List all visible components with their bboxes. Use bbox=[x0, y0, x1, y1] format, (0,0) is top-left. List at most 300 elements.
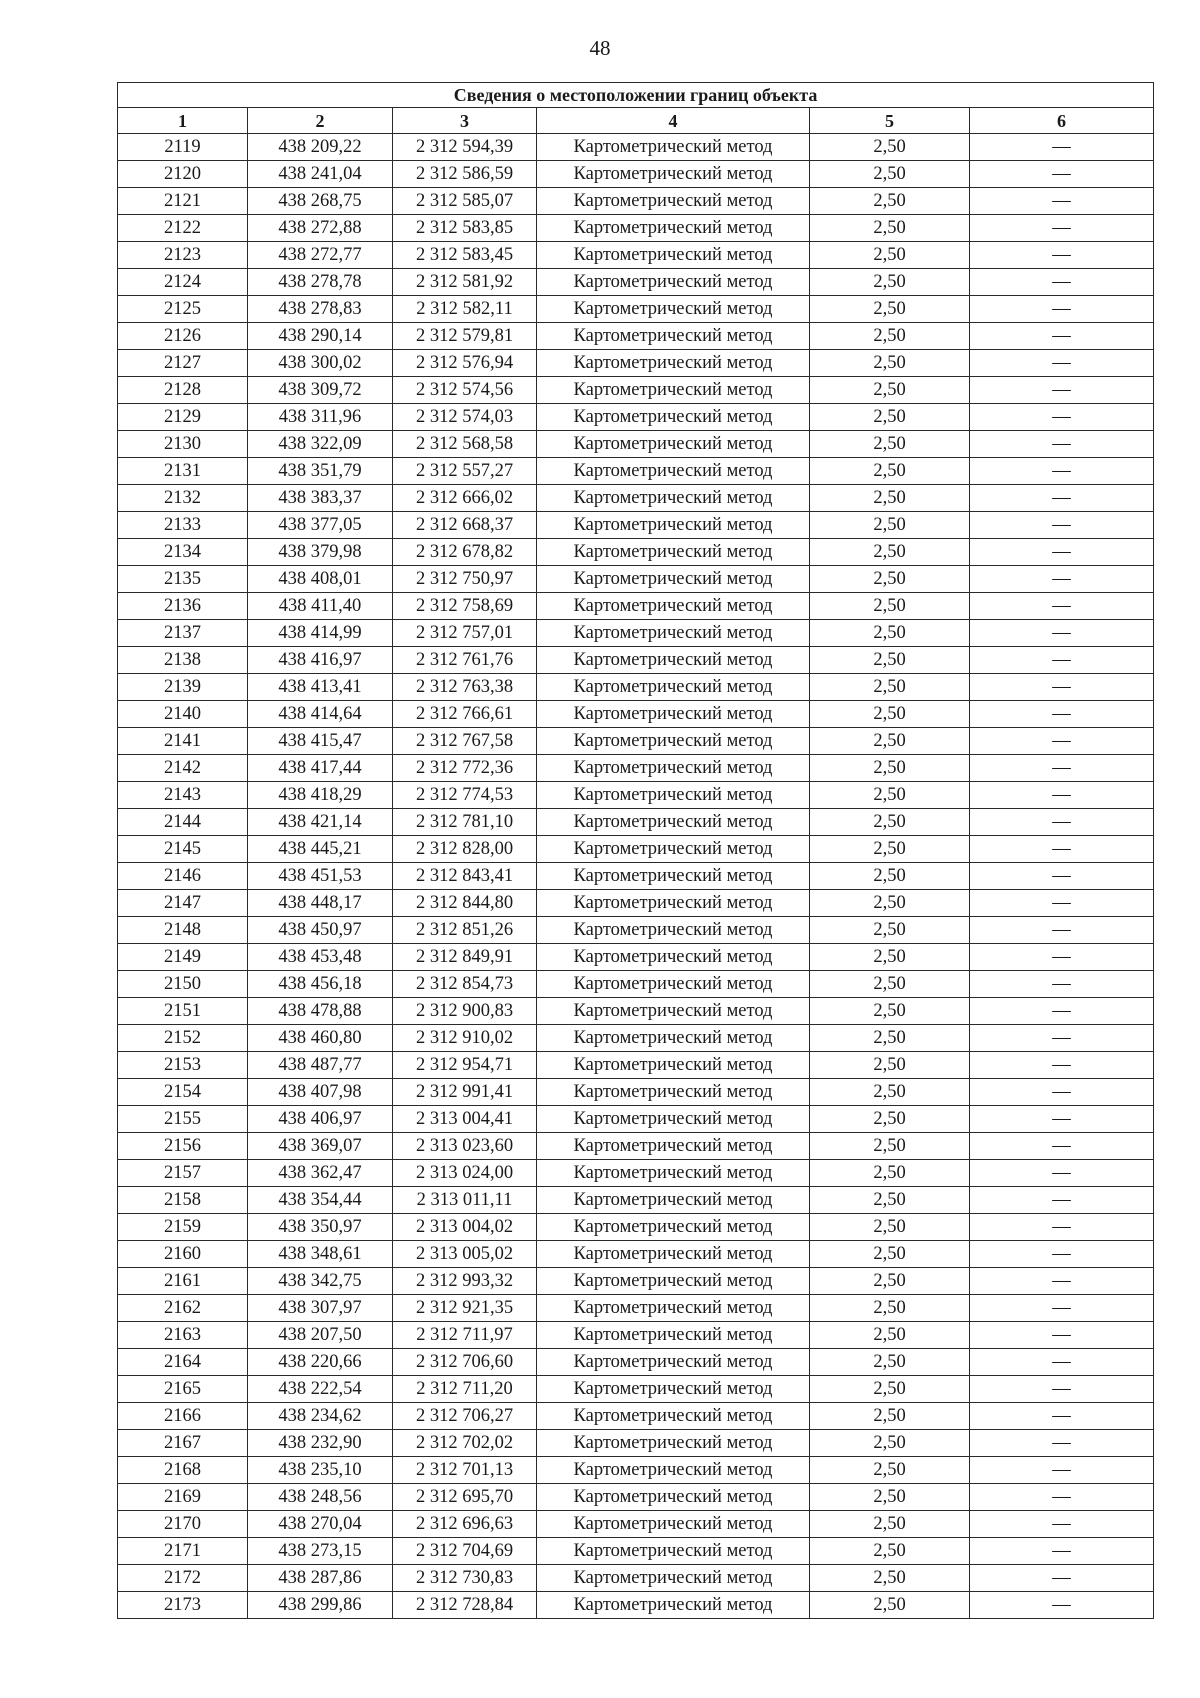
table-cell-col-3: 2 312 706,27 bbox=[393, 1403, 537, 1430]
table-cell-col-6: — bbox=[970, 485, 1154, 512]
table-cell-col-6: — bbox=[970, 1241, 1154, 1268]
table-cell-col-6: — bbox=[970, 134, 1154, 161]
table-cell-col-4: Картометрический метод bbox=[537, 485, 810, 512]
table-cell-col-2: 438 369,07 bbox=[248, 1133, 393, 1160]
table-cell-col-6: — bbox=[970, 998, 1154, 1025]
table-cell-col-2: 438 406,97 bbox=[248, 1106, 393, 1133]
table-cell-col-2: 438 248,56 bbox=[248, 1484, 393, 1511]
table-cell-col-4: Картометрический метод bbox=[537, 1484, 810, 1511]
table-cell-col-4: Картометрический метод bbox=[537, 431, 810, 458]
table-cell-col-6: — bbox=[970, 1133, 1154, 1160]
table-cell-col-2: 438 416,97 bbox=[248, 647, 393, 674]
table-cell-col-5: 2,50 bbox=[810, 161, 970, 188]
table-cell-col-2: 438 407,98 bbox=[248, 1079, 393, 1106]
table-cell-col-2: 438 478,88 bbox=[248, 998, 393, 1025]
table-cell-col-6: — bbox=[970, 1106, 1154, 1133]
table-row bbox=[118, 431, 1154, 458]
table-cell-col-6: — bbox=[970, 377, 1154, 404]
table-cell-col-5: 2,50 bbox=[810, 1538, 970, 1565]
table-cell-col-2: 438 417,44 bbox=[248, 755, 393, 782]
table-cell-col-1: 2146 bbox=[118, 863, 248, 890]
table-cell-col-2: 438 278,78 bbox=[248, 269, 393, 296]
table-row bbox=[118, 971, 1154, 998]
table-cell-col-5: 2,50 bbox=[810, 1106, 970, 1133]
table-row bbox=[118, 566, 1154, 593]
table-row bbox=[118, 1052, 1154, 1079]
table-cell-col-3: 2 312 579,81 bbox=[393, 323, 537, 350]
table-cell-col-3: 2 312 701,13 bbox=[393, 1457, 537, 1484]
table-cell-col-4: Картометрический метод bbox=[537, 1592, 810, 1619]
table-cell-col-5: 2,50 bbox=[810, 1484, 970, 1511]
table-cell-col-1: 2124 bbox=[118, 269, 248, 296]
table-cell-col-1: 2152 bbox=[118, 1025, 248, 1052]
table-cell-col-4: Картометрический метод bbox=[537, 161, 810, 188]
table-cell-col-4: Картометрический метод bbox=[537, 215, 810, 242]
table-cell-col-1: 2122 bbox=[118, 215, 248, 242]
table-cell-col-6: — bbox=[970, 1349, 1154, 1376]
table-row bbox=[118, 134, 1154, 161]
table-cell-col-1: 2131 bbox=[118, 458, 248, 485]
table-cell-col-5: 2,50 bbox=[810, 863, 970, 890]
table-row bbox=[118, 1187, 1154, 1214]
table-row bbox=[118, 350, 1154, 377]
table-cell-col-4: Картометрический метод bbox=[537, 350, 810, 377]
table-cell-col-1: 2161 bbox=[118, 1268, 248, 1295]
table-cell-col-5: 2,50 bbox=[810, 377, 970, 404]
table-cell-col-1: 2166 bbox=[118, 1403, 248, 1430]
table-cell-col-5: 2,50 bbox=[810, 1295, 970, 1322]
table-cell-col-1: 2147 bbox=[118, 890, 248, 917]
table-cell-col-3: 2 312 576,94 bbox=[393, 350, 537, 377]
table-cell-col-3: 2 312 991,41 bbox=[393, 1079, 537, 1106]
table-cell-col-3: 2 313 023,60 bbox=[393, 1133, 537, 1160]
table-row bbox=[118, 1079, 1154, 1106]
table-cell-col-2: 438 445,21 bbox=[248, 836, 393, 863]
table-cell-col-4: Картометрический метод bbox=[537, 1241, 810, 1268]
table-cell-col-6: — bbox=[970, 296, 1154, 323]
table-cell-col-4: Картометрический метод bbox=[537, 377, 810, 404]
table-row bbox=[118, 188, 1154, 215]
table-cell-col-1: 2125 bbox=[118, 296, 248, 323]
column-header-1: 1 bbox=[118, 108, 248, 134]
table-row bbox=[118, 917, 1154, 944]
table-cell-col-3: 2 312 574,56 bbox=[393, 377, 537, 404]
table-cell-col-1: 2172 bbox=[118, 1565, 248, 1592]
table-cell-col-3: 2 312 706,60 bbox=[393, 1349, 537, 1376]
table-cell-col-5: 2,50 bbox=[810, 917, 970, 944]
table-cell-col-4: Картометрический метод bbox=[537, 134, 810, 161]
table-cell-col-1: 2140 bbox=[118, 701, 248, 728]
table-cell-col-5: 2,50 bbox=[810, 1511, 970, 1538]
table-cell-col-4: Картометрический метод bbox=[537, 1214, 810, 1241]
table-cell-col-2: 438 311,96 bbox=[248, 404, 393, 431]
table-cell-col-4: Картометрический метод bbox=[537, 539, 810, 566]
table-cell-col-2: 438 414,99 bbox=[248, 620, 393, 647]
table-cell-col-5: 2,50 bbox=[810, 1052, 970, 1079]
table-row bbox=[118, 890, 1154, 917]
table-row bbox=[118, 1322, 1154, 1349]
table-cell-col-6: — bbox=[970, 728, 1154, 755]
table-cell-col-4: Картометрический метод bbox=[537, 674, 810, 701]
table-cell-col-3: 2 312 921,35 bbox=[393, 1295, 537, 1322]
table-cell-col-2: 438 234,62 bbox=[248, 1403, 393, 1430]
table-cell-col-1: 2160 bbox=[118, 1241, 248, 1268]
table-cell-col-6: — bbox=[970, 755, 1154, 782]
table-cell-col-4: Картометрический метод bbox=[537, 593, 810, 620]
table-cell-col-5: 2,50 bbox=[810, 998, 970, 1025]
table-cell-col-3: 2 312 696,63 bbox=[393, 1511, 537, 1538]
column-header-5: 5 bbox=[810, 108, 970, 134]
table-cell-col-4: Картометрический метод bbox=[537, 404, 810, 431]
table-cell-col-6: — bbox=[970, 1565, 1154, 1592]
table-cell-col-3: 2 312 678,82 bbox=[393, 539, 537, 566]
table-cell-col-3: 2 312 581,92 bbox=[393, 269, 537, 296]
table-cell-col-3: 2 312 843,41 bbox=[393, 863, 537, 890]
table-cell-col-4: Картометрический метод bbox=[537, 998, 810, 1025]
table-cell-col-5: 2,50 bbox=[810, 782, 970, 809]
table-cell-col-2: 438 342,75 bbox=[248, 1268, 393, 1295]
table-cell-col-2: 438 300,02 bbox=[248, 350, 393, 377]
table-cell-col-3: 2 312 568,58 bbox=[393, 431, 537, 458]
table-row bbox=[118, 593, 1154, 620]
table-cell-col-6: — bbox=[970, 323, 1154, 350]
table-cell-col-3: 2 312 583,85 bbox=[393, 215, 537, 242]
table-cell-col-2: 438 350,97 bbox=[248, 1214, 393, 1241]
table-cell-col-4: Картометрический метод bbox=[537, 458, 810, 485]
table-cell-col-5: 2,50 bbox=[810, 890, 970, 917]
table-cell-col-2: 438 241,04 bbox=[248, 161, 393, 188]
table-cell-col-4: Картометрический метод bbox=[537, 1295, 810, 1322]
table-cell-col-6: — bbox=[970, 782, 1154, 809]
table-cell-col-5: 2,50 bbox=[810, 674, 970, 701]
table-cell-col-3: 2 312 767,58 bbox=[393, 728, 537, 755]
table-cell-col-1: 2162 bbox=[118, 1295, 248, 1322]
table-cell-col-6: — bbox=[970, 350, 1154, 377]
table-row bbox=[118, 1457, 1154, 1484]
table-cell-col-3: 2 312 954,71 bbox=[393, 1052, 537, 1079]
table-cell-col-3: 2 313 004,41 bbox=[393, 1106, 537, 1133]
table-row bbox=[118, 944, 1154, 971]
table-row bbox=[118, 215, 1154, 242]
table-cell-col-3: 2 312 900,83 bbox=[393, 998, 537, 1025]
table-cell-col-1: 2139 bbox=[118, 674, 248, 701]
table-cell-col-2: 438 287,86 bbox=[248, 1565, 393, 1592]
table-cell-col-6: — bbox=[970, 863, 1154, 890]
table-cell-col-6: — bbox=[970, 1268, 1154, 1295]
table-cell-col-1: 2133 bbox=[118, 512, 248, 539]
table-row bbox=[118, 269, 1154, 296]
table-cell-col-2: 438 290,14 bbox=[248, 323, 393, 350]
table-cell-col-5: 2,50 bbox=[810, 1403, 970, 1430]
table-cell-col-6: — bbox=[970, 1484, 1154, 1511]
table-cell-col-1: 2128 bbox=[118, 377, 248, 404]
table-cell-col-6: — bbox=[970, 1538, 1154, 1565]
table-cell-col-1: 2168 bbox=[118, 1457, 248, 1484]
table-cell-col-5: 2,50 bbox=[810, 215, 970, 242]
table-cell-col-3: 2 312 583,45 bbox=[393, 242, 537, 269]
table-cell-col-2: 438 307,97 bbox=[248, 1295, 393, 1322]
table-cell-col-5: 2,50 bbox=[810, 944, 970, 971]
table-cell-col-1: 2120 bbox=[118, 161, 248, 188]
table-cell-col-5: 2,50 bbox=[810, 1565, 970, 1592]
table-cell-col-4: Картометрический метод bbox=[537, 917, 810, 944]
table-cell-col-3: 2 312 586,59 bbox=[393, 161, 537, 188]
table-cell-col-4: Картометрический метод bbox=[537, 1268, 810, 1295]
table-cell-col-6: — bbox=[970, 1403, 1154, 1430]
table-cell-col-3: 2 312 774,53 bbox=[393, 782, 537, 809]
table-cell-col-6: — bbox=[970, 1457, 1154, 1484]
table-cell-col-3: 2 312 711,97 bbox=[393, 1322, 537, 1349]
table-row bbox=[118, 539, 1154, 566]
table-cell-col-2: 438 383,37 bbox=[248, 485, 393, 512]
table-cell-col-3: 2 312 730,83 bbox=[393, 1565, 537, 1592]
table-row bbox=[118, 836, 1154, 863]
table-cell-col-4: Картометрический метод bbox=[537, 809, 810, 836]
table-cell-col-2: 438 268,75 bbox=[248, 188, 393, 215]
table-cell-col-1: 2153 bbox=[118, 1052, 248, 1079]
table-cell-col-1: 2164 bbox=[118, 1349, 248, 1376]
table-cell-col-2: 438 379,98 bbox=[248, 539, 393, 566]
boundary-coordinates-table bbox=[117, 82, 1154, 1619]
table-cell-col-1: 2121 bbox=[118, 188, 248, 215]
table-cell-col-3: 2 312 781,10 bbox=[393, 809, 537, 836]
table-cell-col-5: 2,50 bbox=[810, 647, 970, 674]
table-cell-col-5: 2,50 bbox=[810, 1268, 970, 1295]
table-cell-col-2: 438 272,88 bbox=[248, 215, 393, 242]
table-cell-col-5: 2,50 bbox=[810, 1322, 970, 1349]
table-row bbox=[118, 1430, 1154, 1457]
table-cell-col-2: 438 456,18 bbox=[248, 971, 393, 998]
table-cell-col-5: 2,50 bbox=[810, 323, 970, 350]
column-header-4: 4 bbox=[537, 108, 810, 134]
table-cell-col-6: — bbox=[970, 1295, 1154, 1322]
table-row bbox=[118, 1511, 1154, 1538]
table-row bbox=[118, 620, 1154, 647]
table-cell-col-4: Картометрический метод bbox=[537, 971, 810, 998]
table-cell-col-1: 2170 bbox=[118, 1511, 248, 1538]
table-cell-col-1: 2138 bbox=[118, 647, 248, 674]
table-row bbox=[118, 161, 1154, 188]
table-cell-col-6: — bbox=[970, 971, 1154, 998]
table-cell-col-2: 438 415,47 bbox=[248, 728, 393, 755]
table-cell-col-4: Картометрический метод bbox=[537, 701, 810, 728]
table-cell-col-4: Картометрический метод bbox=[537, 512, 810, 539]
table-cell-col-3: 2 313 011,11 bbox=[393, 1187, 537, 1214]
table-cell-col-4: Картометрический метод bbox=[537, 242, 810, 269]
table-cell-col-4: Картометрический метод bbox=[537, 1349, 810, 1376]
table-cell-col-3: 2 312 910,02 bbox=[393, 1025, 537, 1052]
table-cell-col-2: 438 448,17 bbox=[248, 890, 393, 917]
table-cell-col-1: 2130 bbox=[118, 431, 248, 458]
table-row bbox=[118, 863, 1154, 890]
table-row bbox=[118, 1349, 1154, 1376]
table-cell-col-5: 2,50 bbox=[810, 1592, 970, 1619]
table-cell-col-6: — bbox=[970, 1511, 1154, 1538]
table-cell-col-4: Картометрический метод bbox=[537, 1538, 810, 1565]
table-cell-col-6: — bbox=[970, 215, 1154, 242]
table-cell-col-4: Картометрический метод bbox=[537, 1430, 810, 1457]
table-cell-col-2: 438 209,22 bbox=[248, 134, 393, 161]
table-cell-col-6: — bbox=[970, 1052, 1154, 1079]
table-cell-col-2: 438 418,29 bbox=[248, 782, 393, 809]
table-cell-col-5: 2,50 bbox=[810, 269, 970, 296]
table-row bbox=[118, 1106, 1154, 1133]
page-number: 48 bbox=[589, 36, 611, 60]
table-cell-col-5: 2,50 bbox=[810, 404, 970, 431]
table-cell-col-4: Картометрический метод bbox=[537, 296, 810, 323]
table-cell-col-2: 438 235,10 bbox=[248, 1457, 393, 1484]
table-cell-col-2: 438 322,09 bbox=[248, 431, 393, 458]
table-row bbox=[118, 1538, 1154, 1565]
table-cell-col-2: 438 460,80 bbox=[248, 1025, 393, 1052]
table-row bbox=[118, 1025, 1154, 1052]
table-row bbox=[118, 809, 1154, 836]
table-cell-col-4: Картометрический метод bbox=[537, 323, 810, 350]
table-row bbox=[118, 1268, 1154, 1295]
table-row bbox=[118, 1160, 1154, 1187]
table-cell-col-4: Картометрический метод bbox=[537, 1025, 810, 1052]
table-cell-col-6: — bbox=[970, 242, 1154, 269]
table-cell-col-3: 2 312 758,69 bbox=[393, 593, 537, 620]
column-header-2: 2 bbox=[248, 108, 393, 134]
table-cell-col-4: Картометрический метод bbox=[537, 863, 810, 890]
table-cell-col-4: Картометрический метод bbox=[537, 1079, 810, 1106]
table-cell-col-1: 2159 bbox=[118, 1214, 248, 1241]
table-cell-col-2: 438 362,47 bbox=[248, 1160, 393, 1187]
table-cell-col-5: 2,50 bbox=[810, 539, 970, 566]
table-cell-col-1: 2134 bbox=[118, 539, 248, 566]
table-cell-col-6: — bbox=[970, 593, 1154, 620]
table-cell-col-1: 2129 bbox=[118, 404, 248, 431]
table-cell-col-3: 2 312 766,61 bbox=[393, 701, 537, 728]
table-cell-col-6: — bbox=[970, 1322, 1154, 1349]
table-cell-col-6: — bbox=[970, 1025, 1154, 1052]
table-cell-col-2: 438 273,15 bbox=[248, 1538, 393, 1565]
table-cell-col-6: — bbox=[970, 809, 1154, 836]
table-cell-col-1: 2144 bbox=[118, 809, 248, 836]
table-cell-col-1: 2127 bbox=[118, 350, 248, 377]
table-row bbox=[118, 1565, 1154, 1592]
table-cell-col-3: 2 312 763,38 bbox=[393, 674, 537, 701]
table-cell-col-3: 2 312 695,70 bbox=[393, 1484, 537, 1511]
table-cell-col-2: 438 411,40 bbox=[248, 593, 393, 620]
table-cell-col-6: — bbox=[970, 539, 1154, 566]
table-cell-col-5: 2,50 bbox=[810, 755, 970, 782]
table-cell-col-4: Картометрический метод bbox=[537, 188, 810, 215]
table-cell-col-4: Картометрический метод bbox=[537, 1376, 810, 1403]
table-cell-col-4: Картометрический метод bbox=[537, 755, 810, 782]
table-cell-col-5: 2,50 bbox=[810, 1457, 970, 1484]
table-cell-col-5: 2,50 bbox=[810, 1349, 970, 1376]
column-header-6: 6 bbox=[970, 108, 1154, 134]
table-cell-col-5: 2,50 bbox=[810, 242, 970, 269]
table-row bbox=[118, 1241, 1154, 1268]
table-cell-col-4: Картометрический метод bbox=[537, 836, 810, 863]
table-cell-col-1: 2132 bbox=[118, 485, 248, 512]
table-row bbox=[118, 485, 1154, 512]
table-cell-col-6: — bbox=[970, 647, 1154, 674]
table-cell-col-3: 2 312 582,11 bbox=[393, 296, 537, 323]
table-cell-col-1: 2163 bbox=[118, 1322, 248, 1349]
table-cell-col-6: — bbox=[970, 161, 1154, 188]
table-cell-col-4: Картометрический метод bbox=[537, 728, 810, 755]
table-cell-col-1: 2142 bbox=[118, 755, 248, 782]
table-cell-col-2: 438 451,53 bbox=[248, 863, 393, 890]
table-cell-col-5: 2,50 bbox=[810, 458, 970, 485]
table-row bbox=[118, 242, 1154, 269]
table-row bbox=[118, 755, 1154, 782]
table-cell-col-6: — bbox=[970, 836, 1154, 863]
table-cell-col-6: — bbox=[970, 458, 1154, 485]
table-cell-col-4: Картометрический метод bbox=[537, 1133, 810, 1160]
table-cell-col-1: 2145 bbox=[118, 836, 248, 863]
table-cell-col-6: — bbox=[970, 269, 1154, 296]
table-cell-col-4: Картометрический метод bbox=[537, 1457, 810, 1484]
table-cell-col-1: 2126 bbox=[118, 323, 248, 350]
table-cell-col-1: 2123 bbox=[118, 242, 248, 269]
table-cell-col-3: 2 312 702,02 bbox=[393, 1430, 537, 1457]
table-row bbox=[118, 377, 1154, 404]
table-cell-col-1: 2148 bbox=[118, 917, 248, 944]
table-cell-col-3: 2 313 005,02 bbox=[393, 1241, 537, 1268]
table-cell-col-4: Картометрический метод bbox=[537, 1322, 810, 1349]
table-cell-col-1: 2173 bbox=[118, 1592, 248, 1619]
table-cell-col-5: 2,50 bbox=[810, 566, 970, 593]
table-cell-col-5: 2,50 bbox=[810, 188, 970, 215]
table-cell-col-2: 438 232,90 bbox=[248, 1430, 393, 1457]
table-cell-col-6: — bbox=[970, 566, 1154, 593]
table-cell-col-4: Картометрический метод bbox=[537, 1052, 810, 1079]
table-cell-col-6: — bbox=[970, 620, 1154, 647]
table-cell-col-2: 438 309,72 bbox=[248, 377, 393, 404]
table-body bbox=[118, 134, 1154, 1619]
table-cell-col-5: 2,50 bbox=[810, 1430, 970, 1457]
table-row bbox=[118, 404, 1154, 431]
table-cell-col-4: Картометрический метод bbox=[537, 1160, 810, 1187]
table-cell-col-1: 2156 bbox=[118, 1133, 248, 1160]
table-cell-col-1: 2157 bbox=[118, 1160, 248, 1187]
table-cell-col-6: — bbox=[970, 1214, 1154, 1241]
table-cell-col-5: 2,50 bbox=[810, 350, 970, 377]
table-row bbox=[118, 701, 1154, 728]
table-cell-col-2: 438 377,05 bbox=[248, 512, 393, 539]
table-cell-col-6: — bbox=[970, 701, 1154, 728]
table-cell-col-3: 2 312 666,02 bbox=[393, 485, 537, 512]
table-row bbox=[118, 1592, 1154, 1619]
table-cell-col-5: 2,50 bbox=[810, 1214, 970, 1241]
table-row bbox=[118, 1403, 1154, 1430]
table-cell-col-1: 2167 bbox=[118, 1430, 248, 1457]
table-cell-col-6: — bbox=[970, 1160, 1154, 1187]
table-cell-col-3: 2 312 772,36 bbox=[393, 755, 537, 782]
table-cell-col-6: — bbox=[970, 944, 1154, 971]
table-cell-col-6: — bbox=[970, 512, 1154, 539]
table-cell-col-2: 438 487,77 bbox=[248, 1052, 393, 1079]
table-cell-col-5: 2,50 bbox=[810, 971, 970, 998]
table-cell-col-2: 438 220,66 bbox=[248, 1349, 393, 1376]
table-cell-col-5: 2,50 bbox=[810, 1376, 970, 1403]
table-cell-col-1: 2143 bbox=[118, 782, 248, 809]
table-cell-col-1: 2155 bbox=[118, 1106, 248, 1133]
table-row bbox=[118, 323, 1154, 350]
table-cell-col-6: — bbox=[970, 674, 1154, 701]
table-cell-col-6: — bbox=[970, 404, 1154, 431]
table-row bbox=[118, 782, 1154, 809]
table-cell-col-1: 2165 bbox=[118, 1376, 248, 1403]
table-cell-col-5: 2,50 bbox=[810, 1133, 970, 1160]
table-cell-col-1: 2135 bbox=[118, 566, 248, 593]
table-row bbox=[118, 458, 1154, 485]
